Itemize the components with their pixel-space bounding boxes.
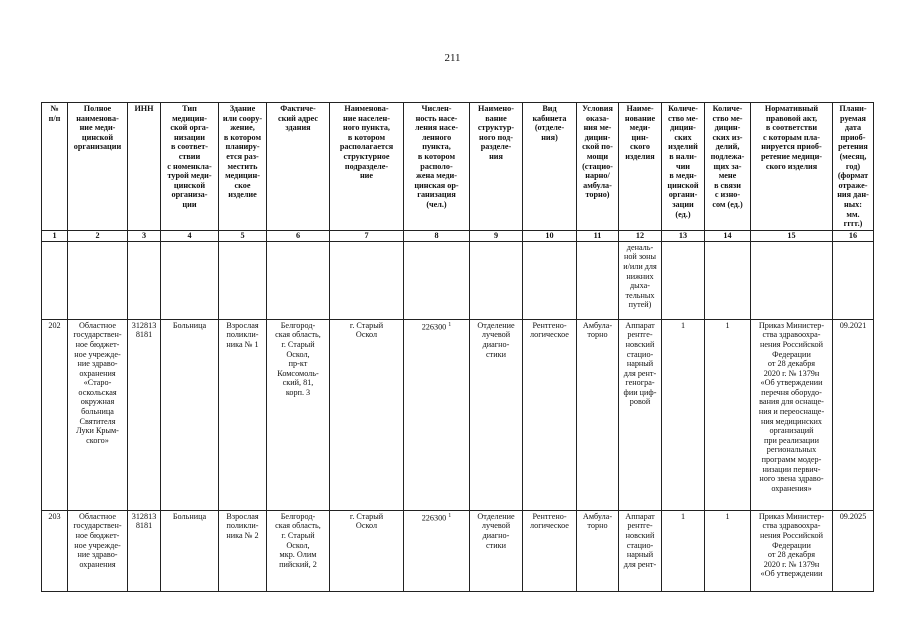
- table-row: [42, 510, 874, 591]
- organization-type: Больница: [161, 510, 219, 591]
- column-number: 5: [219, 230, 267, 241]
- devices-available: 1: [662, 319, 705, 510]
- page-number: 211: [444, 52, 461, 64]
- inn: 312813 8181: [128, 319, 161, 510]
- column-number: 8: [404, 230, 470, 241]
- building: Взрослая поликли- ника № 2: [219, 510, 267, 591]
- header-cell: Наимено- вание структур- ного под- разделе- ния: [470, 103, 523, 231]
- building: Взрослая поликли- ника № 1: [219, 319, 267, 510]
- header-cell: Наиме- нование меди- цин- ского изделия: [619, 103, 662, 231]
- settlement: г. Старый Оскол: [330, 319, 404, 510]
- medical-equipment-table: [41, 102, 874, 592]
- column-number: 9: [470, 230, 523, 241]
- column-number: 13: [662, 230, 705, 241]
- header-cell: Количе- ство ме- дицин- ских изделий в нали- чии в медн- цинской органи- зации (ед.): [662, 103, 705, 231]
- column-number: 6: [267, 230, 330, 241]
- column-number: 10: [523, 230, 577, 241]
- settlement: г. Старый Оскол: [330, 510, 404, 591]
- column-number: 2: [68, 230, 128, 241]
- legal-act: Приказ Министер- ства здравоохра- нения Российской Федерации от 28 декабря 2020 г. № 1379н «Об утверждении: [751, 510, 833, 591]
- inn: 312813 8181: [128, 510, 161, 591]
- organization-name: Областное государствен- ное бюджет- ное учрежде- ние здраво- охранения «Старо- оскольская окружная больница Святителя Луки Крым- ского»: [68, 319, 128, 510]
- continuation-row: [42, 241, 874, 319]
- column-number: 15: [751, 230, 833, 241]
- header-cell: Условия оказа- ния ме- дицин- ской по- мощи (стацио- нарно/ амбула- торно): [577, 103, 619, 231]
- column-number: 16: [833, 230, 874, 241]
- column-number: 12: [619, 230, 662, 241]
- column-number: 11: [577, 230, 619, 241]
- address: Белгород- ская область, г. Старый Оскол, пр-кт Комсомоль- ский, 81, корп. 3: [267, 319, 330, 510]
- header-cell: Фактиче- ский адрес здания: [267, 103, 330, 231]
- care-conditions: Амбула- торно: [577, 510, 619, 591]
- header-cell: ИНН: [128, 103, 161, 231]
- structural-unit: Отделение лучевой диагно- стики: [470, 319, 523, 510]
- header-cell: Тип медицин- ской орга- низации в соответ- ствии с номенкла- турой меди- цинской организа- ции: [161, 103, 219, 231]
- header-cell: Вид кабинета (отделе- ния): [523, 103, 577, 231]
- header-cell: Нормативный правовой акт, в соответстви с которым пла- нируется приоб- ретение медици- ского изделия: [751, 103, 833, 231]
- header-cell: Полное наименова- ние меди- цинской организации: [68, 103, 128, 231]
- header-cell: Наименова- ние населен- ного пункта, в котором располагается структурное подразделе- ние: [330, 103, 404, 231]
- devices-available: 1: [662, 510, 705, 591]
- population: 226300 $^1$: [404, 319, 470, 510]
- column-number: 4: [161, 230, 219, 241]
- header-cell: Числен- ность насе- ления насе- ленного пункта, в котором располо- жена меди- цинская ор- ганизация (чел.): [404, 103, 470, 231]
- device-name: Аппарат рентге- новский стацио- нарный для рент-: [619, 510, 662, 591]
- column-number: 1: [42, 230, 68, 241]
- population: 226300 $^1$: [404, 510, 470, 591]
- structural-unit: Отделение лучевой диагно- стики: [470, 510, 523, 591]
- organization-name: Областное государствен- ное бюджет- ное учрежде- ние здраво- охранения: [68, 510, 128, 591]
- column-number: 14: [705, 230, 751, 241]
- row-number: 203: [42, 510, 68, 591]
- row-number: 202: [42, 319, 68, 510]
- care-conditions: Амбула- торно: [577, 319, 619, 510]
- planned-date: 09.2021: [833, 319, 874, 510]
- devices-to-replace: 1: [705, 510, 751, 591]
- continuation-device-text: деналь- ной зоны и/или для нижних дыха- тельных путей): [619, 241, 662, 319]
- organization-type: Больница: [161, 319, 219, 510]
- column-number: 3: [128, 230, 161, 241]
- header-cell: Плани- руемая дата приоб- ретения (месяц, год) (формат отраже- ния дан- ных: мм. гггг.): [833, 103, 874, 231]
- header-row: [42, 103, 874, 231]
- legal-act: Приказ Министер- ства здравоохра- нения Российской Федерации от 28 декабря 2020 г. № 1379н «Об утверждении перечня оборудо- вания для оснаще- ния и переоснаще- ния медицинских организаций при реализации региональных программ модер- низации первич- ного звена здраво- охранения»: [751, 319, 833, 510]
- cabinet-type: Рентгено- логическое: [523, 510, 577, 591]
- devices-to-replace: 1: [705, 319, 751, 510]
- header-cell: Здание или соору- жение, в котором планиру- ется раз- местить медицин- ское изделие: [219, 103, 267, 231]
- planned-date: 09.2025: [833, 510, 874, 591]
- column-number-row: [42, 230, 874, 241]
- column-number: 7: [330, 230, 404, 241]
- address: Белгород- ская область, г. Старый Оскол, мкр. Олим пийский, 2: [267, 510, 330, 591]
- header-cell: Количе- ство ме- дицин- ских из- делий, подлежа- щих за- мене в связи с изно- сом (ед.): [705, 103, 751, 231]
- device-name: Аппарат рентге- новский стацио- нарный для рент- геногра- фии циф- ровой: [619, 319, 662, 510]
- cabinet-type: Рентгено- логическое: [523, 319, 577, 510]
- table-row: [42, 319, 874, 510]
- header-cell: № п/п: [42, 103, 68, 231]
